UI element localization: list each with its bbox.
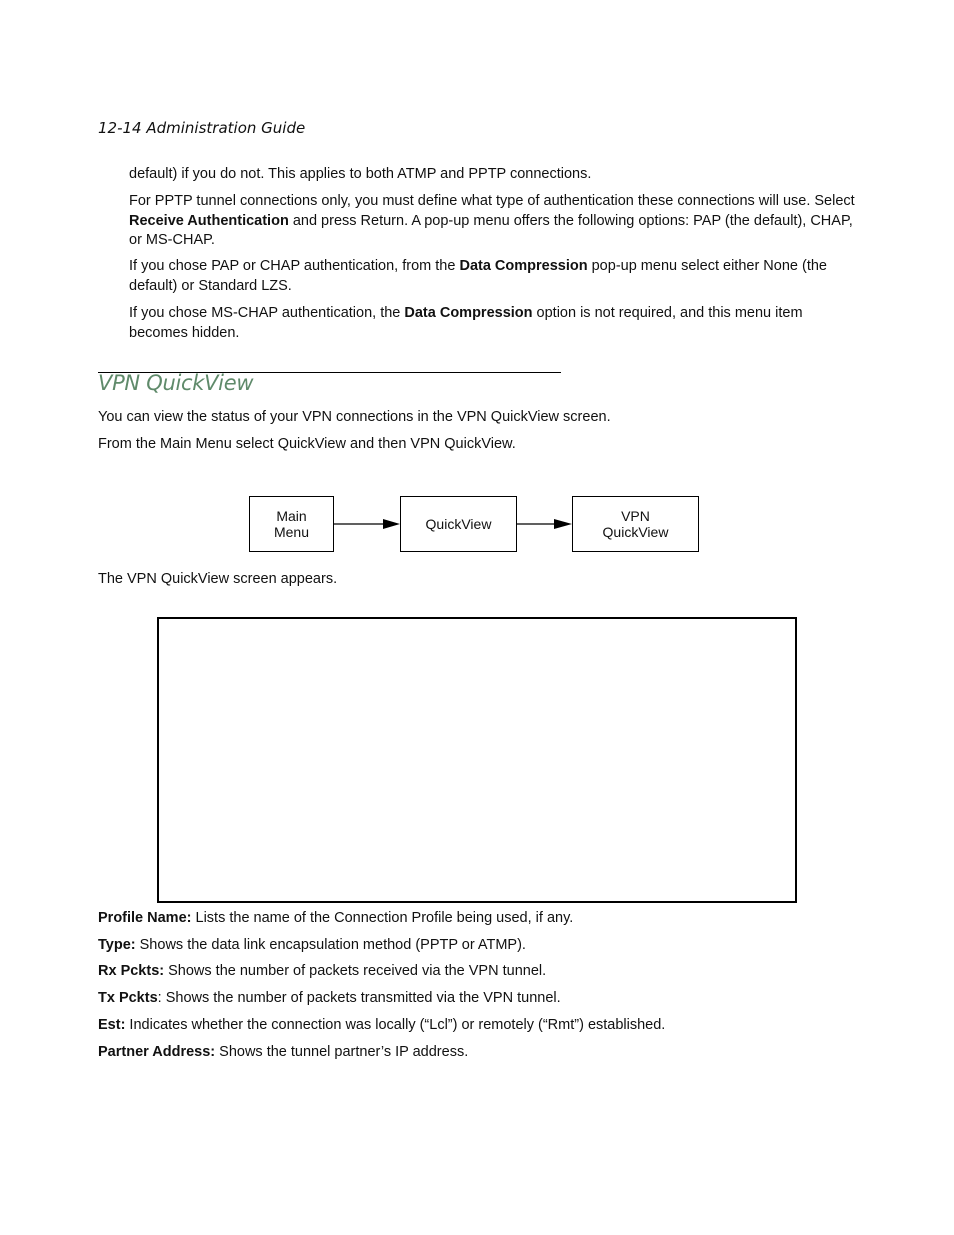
page-header: 12-14 Administration Guide (98, 119, 306, 137)
flow-box-main-menu (249, 496, 334, 552)
flow-box-label (603, 508, 669, 540)
text-run: If you chose MS-CHAP authentication, the (129, 305, 405, 321)
flow-arrow-1 (333, 516, 403, 532)
flow-label-line: VPN (621, 508, 650, 524)
flow-box-label (274, 508, 309, 540)
definition-desc: Indicates whether the connection was locally (“Lcl”) or remotely (“Rmt”) established. (125, 1017, 666, 1033)
flow-label-line: Menu (273, 524, 310, 540)
flow-box-label: QuickView (425, 516, 492, 532)
intro-paragraph-4 (129, 304, 859, 343)
definition-rx-pckts (98, 962, 546, 981)
intro-paragraph-3 (129, 257, 859, 296)
definition-desc: : Shows the number of packets transmitted via the VPN tunnel. (157, 990, 561, 1006)
flow-box-quickview (400, 496, 517, 552)
definition-desc: Shows the tunnel partner’s IP address. (215, 1044, 469, 1060)
flow-arrow-2 (516, 516, 574, 532)
flow-box-vpn-quickview (572, 496, 699, 552)
flow-label-line: QuickView (602, 524, 669, 540)
definition-tx-pckts (98, 989, 561, 1008)
bold-term: Data Compression (404, 305, 533, 321)
section-line-1: You can view the status of your VPN connections in the VPN QuickView screen. (98, 409, 611, 425)
screen-appears-text: The VPN QuickView screen appears. (98, 571, 338, 587)
definition-desc: Shows the number of packets received via the VPN tunnel. (164, 963, 547, 979)
bold-term: Data Compression (459, 258, 588, 274)
flow-label-line: Main (276, 508, 307, 524)
definition-term: Profile Name: (98, 910, 192, 926)
text-run: and press Return. A pop-up menu offers the following options: PAP (the default), CHAP, or MS-CHAP. (129, 212, 853, 248)
definition-partner-address (98, 1043, 468, 1062)
definition-profile-name (98, 909, 573, 928)
section-title: VPN QuickView (98, 371, 254, 395)
text-run: If you chose PAP or CHAP authentication, from the (129, 258, 460, 274)
definition-term: Partner Address: (98, 1044, 216, 1060)
intro-paragraph-1: default) if you do not. This applies to both ATMP and PPTP connections. (129, 166, 592, 182)
definition-term: Type: (98, 937, 136, 953)
vpn-quickview-screen-frame (157, 617, 797, 903)
definition-desc: Shows the data link encapsulation method (PPTP or ATMP). (135, 937, 526, 953)
definition-est (98, 1016, 665, 1035)
definition-desc: Lists the name of the Connection Profile being used, if any. (191, 910, 574, 926)
definition-term: Rx Pckts: (98, 963, 165, 979)
definition-term: Tx Pckts (98, 990, 158, 1006)
text-run: option is not required, and this menu item becomes hidden. (129, 305, 803, 341)
intro-paragraph-2 (129, 192, 859, 251)
section-line-2: From the Main Menu select QuickView and then VPN QuickView. (98, 436, 516, 452)
bold-term: Receive Authentication (129, 212, 289, 229)
definition-type (98, 936, 526, 955)
definition-term: Est: (98, 1017, 126, 1033)
text-run: pop-up menu select either None (the default) or Standard LZS. (129, 258, 827, 294)
text-run: For PPTP tunnel connections only, you must define what type of authentication these connections will use. Select (129, 193, 855, 209)
